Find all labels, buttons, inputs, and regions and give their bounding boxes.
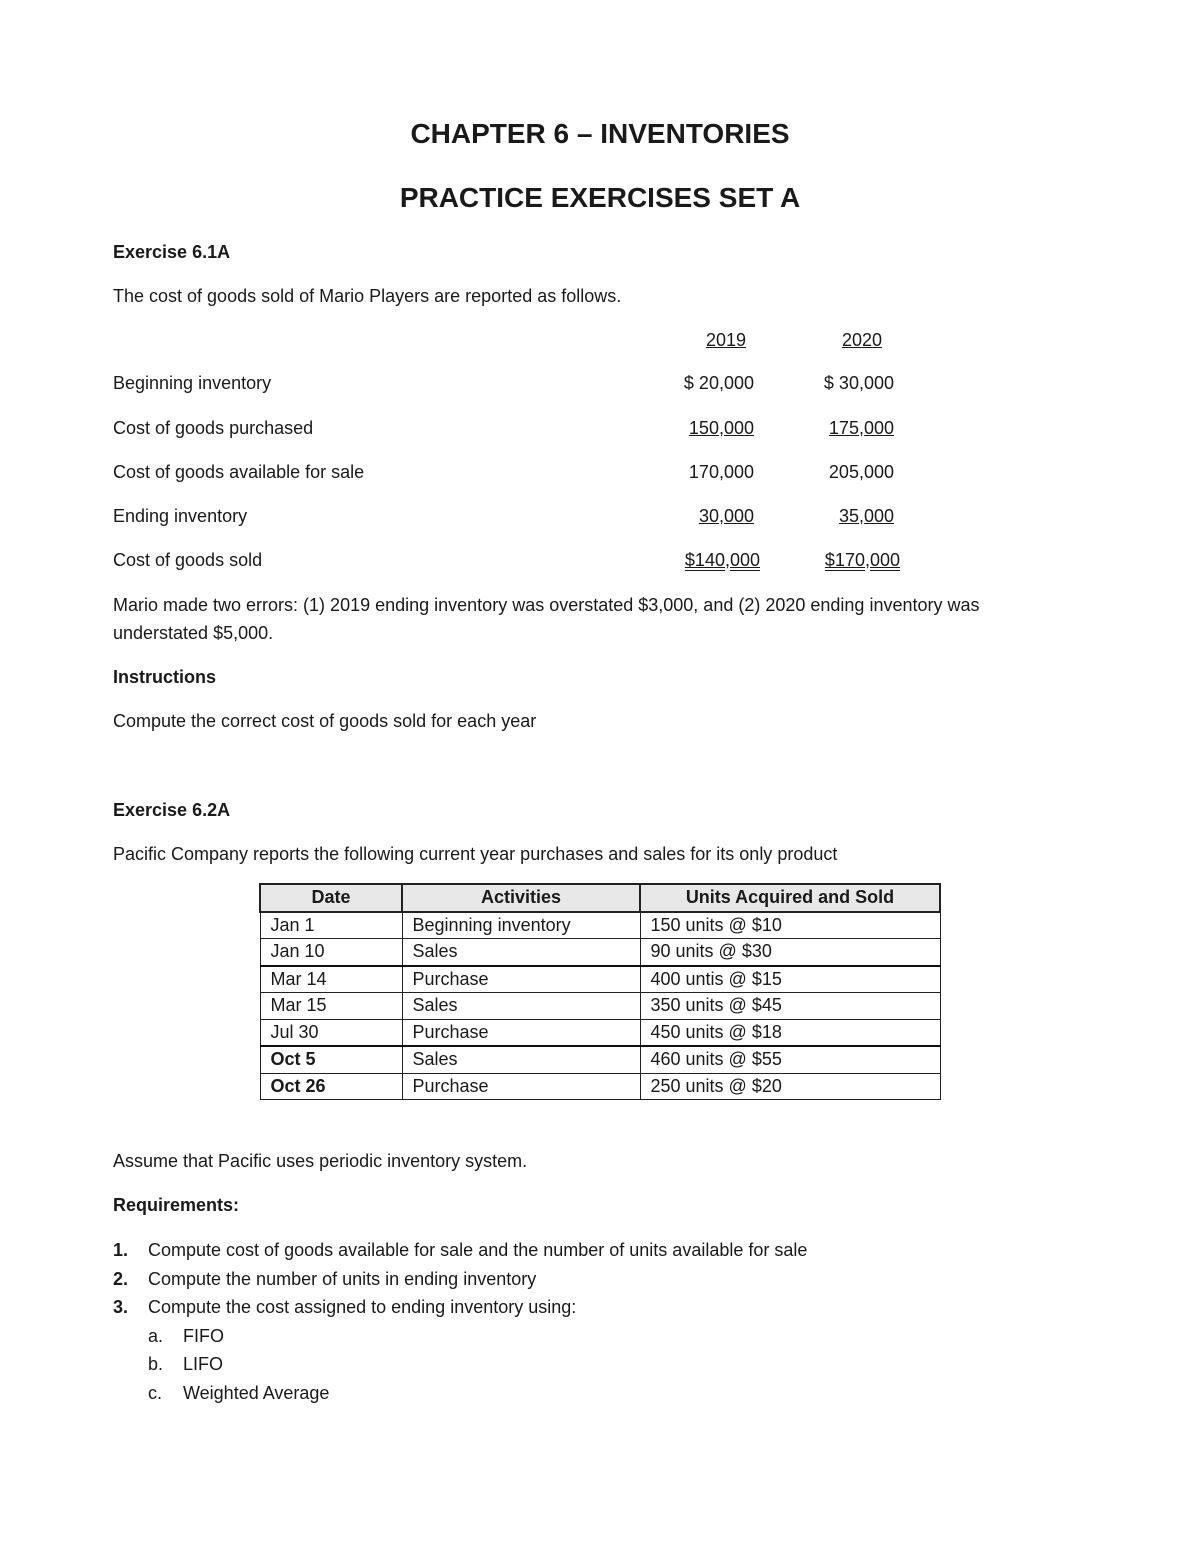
value-2020-goods-available: 205,000 [828, 462, 894, 482]
table-row [260, 1073, 940, 1100]
list-text: Compute the number of units in ending inventory [148, 1268, 537, 1289]
instructions-text: Compute the correct cost of goods sold for each year [113, 711, 537, 731]
chapter-title: CHAPTER 6 – INVENTORIES [410, 118, 790, 149]
table-row [260, 1019, 940, 1046]
header-date: Date [260, 884, 402, 912]
errors-text-line-2: understated $5,000. [113, 623, 274, 643]
requirements-heading: Requirements: [113, 1195, 240, 1215]
cell-activity: Sales [402, 1046, 640, 1073]
cell-date: Oct 26 [260, 1073, 402, 1100]
header-units: Units Acquired and Sold [640, 884, 940, 912]
row-label-beginning-inventory: Beginning inventory [113, 373, 272, 393]
row-label-ending-inventory: Ending inventory [113, 506, 248, 526]
value-2020-cost-of-goods-purchased: 175,000 [828, 418, 894, 438]
column-header-2020: 2020 [841, 330, 882, 350]
header-activities: Activities [402, 884, 640, 912]
set-title: PRACTICE EXERCISES SET A [399, 182, 801, 213]
row-label-cost-of-goods-sold: Cost of goods sold [113, 550, 263, 570]
cell-date: Jan 10 [260, 939, 402, 966]
sub-list-letter: b. [148, 1354, 164, 1374]
row-label-cost-of-goods-purchased: Cost of goods purchased [113, 418, 314, 438]
list-number: 2. [113, 1268, 129, 1289]
cell-activity: Purchase [402, 1019, 640, 1046]
cell-activity: Purchase [402, 966, 640, 993]
cell-date: Jul 30 [260, 1019, 402, 1046]
cell-activity: Beginning inventory [402, 912, 640, 939]
value-2020-cost-of-goods-sold: $170,000 [824, 550, 900, 570]
table-row [260, 912, 940, 939]
sub-list-text: Weighted Average [183, 1382, 330, 1403]
cell-units: 150 units @ $10 [640, 912, 940, 939]
value-2020-ending-inventory: 35,000 [838, 506, 894, 526]
errors-text-line-1: Mario made two errors: (1) 2019 ending inventory was overstated $3,000, and (2) 2020 ending inventory was [113, 595, 980, 615]
sub-list-item [148, 1350, 807, 1379]
table-row [260, 993, 940, 1020]
exercise-6-2a-intro: Pacific Company reports the following current year purchases and sales for its only product [113, 844, 838, 864]
table-header-row [260, 884, 940, 912]
value-2019-cost-of-goods-sold: $140,000 [684, 550, 760, 570]
cell-units: 450 units @ $18 [640, 1019, 940, 1046]
exercise-6-1a-heading: Exercise 6.1A [113, 242, 231, 262]
list-number: 3. [113, 1297, 129, 1317]
value-2019-ending-inventory: 30,000 [698, 506, 754, 526]
sub-list-letter: c. [148, 1382, 163, 1403]
value-2019-beginning-inventory: $ 20,000 [683, 373, 754, 393]
cell-date: Jan 1 [260, 912, 402, 939]
row-label-goods-available: Cost of goods available for sale [113, 462, 365, 482]
table-row [260, 939, 940, 966]
table-row [260, 1046, 940, 1073]
column-header-2019: 2019 [705, 330, 746, 350]
cell-activity: Sales [402, 939, 640, 966]
cell-units: 350 units @ $45 [640, 993, 940, 1020]
exercise-6-1a-intro: The cost of goods sold of Mario Players are reported as follows. [113, 286, 622, 306]
cell-date: Oct 5 [260, 1046, 402, 1073]
cell-units: 250 units @ $20 [640, 1073, 940, 1100]
value-2020-beginning-inventory: $ 30,000 [823, 373, 894, 393]
list-number: 1. [113, 1240, 129, 1260]
cell-units: 90 units @ $30 [640, 939, 940, 966]
sub-list-text: LIFO [183, 1354, 224, 1374]
cell-units: 400 untis @ $15 [640, 966, 940, 993]
cell-units: 460 units @ $55 [640, 1046, 940, 1073]
cell-activity: Sales [402, 993, 640, 1020]
value-2019-cost-of-goods-purchased: 150,000 [688, 418, 754, 438]
sub-list-item [148, 1379, 807, 1408]
purchases-sales-table [259, 883, 941, 1100]
value-2019-goods-available: 170,000 [688, 462, 754, 482]
cell-date: Mar 14 [260, 966, 402, 993]
requirements-list [113, 1236, 807, 1407]
sub-list-text: FIFO [183, 1325, 224, 1346]
list-item [113, 1236, 807, 1265]
cell-date: Mar 15 [260, 993, 402, 1020]
list-text: Compute the cost assigned to ending inventory using: [148, 1297, 577, 1317]
sub-list-letter: a. [148, 1325, 164, 1346]
sub-list-item [148, 1322, 807, 1351]
instructions-heading: Instructions [113, 667, 217, 687]
cell-activity: Purchase [402, 1073, 640, 1100]
table-row [260, 966, 940, 993]
assumption-text: Assume that Pacific uses periodic inventory system. [113, 1151, 528, 1171]
exercise-6-2a-heading: Exercise 6.2A [113, 800, 231, 820]
list-text: Compute cost of goods available for sale and the number of units available for sale [148, 1240, 808, 1260]
list-item [113, 1293, 807, 1322]
list-item [113, 1265, 807, 1294]
